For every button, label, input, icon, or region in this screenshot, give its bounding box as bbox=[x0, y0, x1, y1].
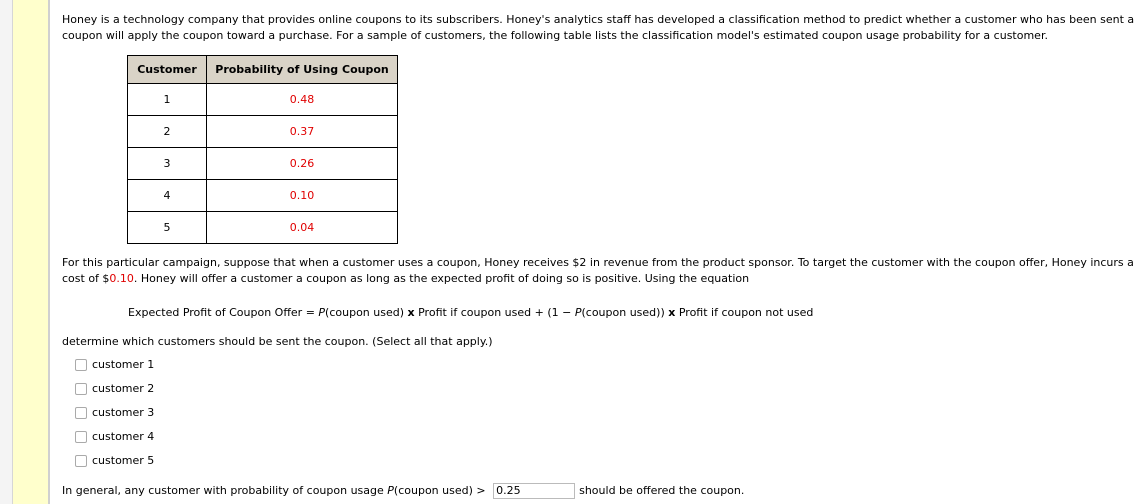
cell-probability: 0.10 bbox=[207, 180, 398, 212]
campaign-pre: For this particular campaign, suppose that when a customer uses a coupon, Honey receives $2 in revenue from the product sponsor. To target the customer with the coupon offer, Honey incurs a cost of $ bbox=[62, 256, 1134, 285]
intro-text: Honey is a technology company that provides online coupons to its subscribers. Honey's analytics staff has developed a classification method to predict whether a customer who has been sent a coupon will apply the coupon toward a purchase. For a sample of customers, the following table lists the classification model's estimated coupon usage probability for a customer. bbox=[62, 13, 1135, 42]
probability-table bbox=[127, 55, 398, 244]
general-statement bbox=[62, 483, 1146, 499]
general-mid: (coupon used) > bbox=[393, 484, 490, 497]
general-pre: In general, any customer with probability of coupon usage bbox=[62, 484, 388, 497]
cell-customer: 1 bbox=[128, 84, 207, 116]
equation bbox=[128, 305, 1146, 321]
cell-probability: 0.37 bbox=[207, 116, 398, 148]
cell-probability: 0.26 bbox=[207, 148, 398, 180]
option-customer-1[interactable] bbox=[75, 353, 1146, 377]
determine-text: determine which customers should be sent the coupon. (Select all that apply.) bbox=[62, 335, 493, 348]
option-label: customer 5 bbox=[92, 454, 155, 467]
checkbox[interactable] bbox=[75, 455, 87, 467]
table-row bbox=[128, 84, 398, 116]
cell-customer: 2 bbox=[128, 116, 207, 148]
option-label: customer 1 bbox=[92, 358, 155, 371]
cell-customer: 4 bbox=[128, 180, 207, 212]
eq-part: Profit if coupon not used bbox=[675, 306, 814, 319]
campaign-post: . Honey will offer a customer a coupon as long as the expected profit of doing so is positive. Using the equation bbox=[133, 272, 750, 285]
option-customer-2[interactable] bbox=[75, 377, 1146, 401]
campaign-cost: 0.10 bbox=[109, 272, 134, 285]
eq-part: Profit if coupon used + (1 − bbox=[414, 306, 575, 319]
times-symbol: x bbox=[407, 306, 415, 319]
campaign-text bbox=[62, 255, 1146, 287]
checkbox[interactable] bbox=[75, 407, 87, 419]
question-content bbox=[62, 12, 1146, 499]
cell-customer: 3 bbox=[128, 148, 207, 180]
checkbox[interactable] bbox=[75, 383, 87, 395]
checkbox[interactable] bbox=[75, 431, 87, 443]
option-customer-4[interactable] bbox=[75, 425, 1146, 449]
option-label: customer 4 bbox=[92, 430, 155, 443]
times-symbol: x bbox=[668, 306, 676, 319]
eq-part: P bbox=[574, 306, 582, 319]
question-margin bbox=[13, 0, 50, 504]
checkbox[interactable] bbox=[75, 359, 87, 371]
general-post: should be offered the coupon. bbox=[579, 484, 745, 497]
options-list bbox=[62, 353, 1146, 473]
eq-part: (coupon used) bbox=[325, 306, 408, 319]
header-customer: Customer bbox=[128, 56, 207, 84]
cell-customer: 5 bbox=[128, 212, 207, 244]
table-row bbox=[128, 212, 398, 244]
eq-part: (coupon used)) bbox=[581, 306, 669, 319]
eq-part: Expected Profit of Coupon Offer = bbox=[128, 306, 319, 319]
eq-part: P bbox=[318, 306, 326, 319]
general-p: P bbox=[387, 484, 394, 497]
option-label: customer 2 bbox=[92, 382, 155, 395]
option-customer-5[interactable] bbox=[75, 449, 1146, 473]
cell-probability: 0.04 bbox=[207, 212, 398, 244]
threshold-input[interactable]: 0.25 bbox=[493, 483, 575, 499]
header-probability: Probability of Using Coupon bbox=[207, 56, 398, 84]
table-row bbox=[128, 148, 398, 180]
left-gutter bbox=[0, 0, 13, 504]
option-customer-3[interactable] bbox=[75, 401, 1146, 425]
cell-probability: 0.48 bbox=[207, 84, 398, 116]
table-row bbox=[128, 180, 398, 212]
option-label: customer 3 bbox=[92, 406, 155, 419]
table-row bbox=[128, 116, 398, 148]
